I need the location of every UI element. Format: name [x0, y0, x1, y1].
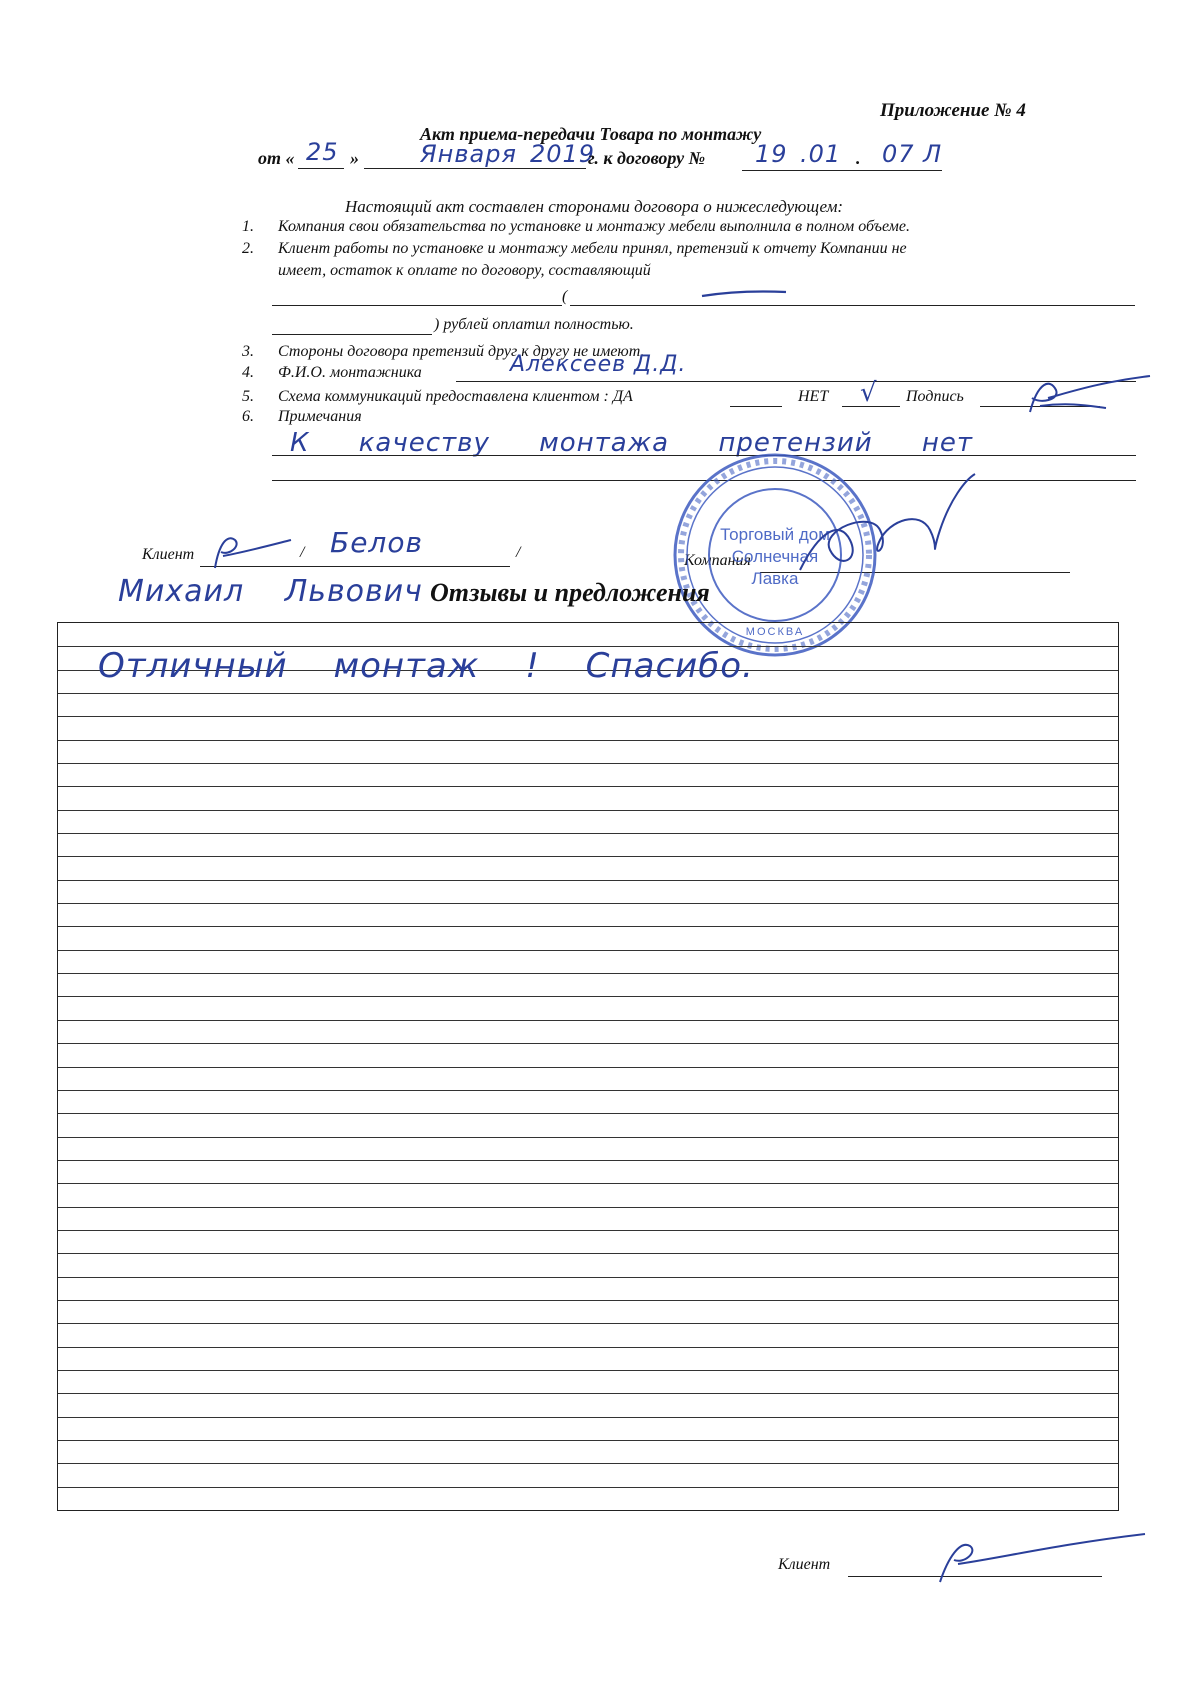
item-text-2-line2: имеет, остаток к оплате по договору, составляющий: [278, 262, 651, 279]
item-number-2: 2.: [242, 240, 254, 257]
feedback-row-line: [58, 1090, 1118, 1091]
item-text-3: Стороны договора претензий друг к другу не имеют.: [278, 343, 645, 360]
notes-handwritten: К качеству монтажа претензий нет: [290, 428, 974, 458]
item-text-4: Ф.И.О. монтажника: [278, 364, 422, 381]
client-slash-2: /: [516, 544, 521, 561]
item-number-5: 5.: [242, 388, 254, 405]
stamp-center-line1: Торговый дом: [720, 525, 830, 544]
contract-number-line: [742, 170, 942, 171]
scheme-signature-scribble: [1010, 372, 1160, 422]
date-month-value: Января: [420, 140, 517, 168]
feedback-row-line: [58, 1020, 1118, 1021]
date-year-line: [524, 168, 586, 169]
feedback-row-line: [58, 996, 1118, 997]
feedback-row-line: [58, 1253, 1118, 1254]
date-year-value: 2019: [530, 140, 596, 168]
feedback-row-line: [58, 1230, 1118, 1231]
feedback-row-line: [58, 1417, 1118, 1418]
feedback-row-line: [58, 810, 1118, 811]
amount-words-line2: [272, 334, 432, 335]
feedback-row-line: [58, 1160, 1118, 1161]
item-number-6: 6.: [242, 408, 254, 425]
item-number-3: 3.: [242, 343, 254, 360]
client-signature-scribble: [205, 530, 295, 574]
date-prefix: от «: [258, 148, 295, 168]
item-number-1: 1.: [242, 218, 254, 235]
feedback-row-line: [58, 716, 1118, 717]
feedback-row-line: [58, 903, 1118, 904]
client-label: Клиент: [142, 546, 195, 563]
feedback-row-line: [58, 1113, 1118, 1114]
date-day-line: [298, 168, 344, 169]
contract-number-part4: 07 Л: [882, 140, 943, 168]
feedback-row-line: [58, 1183, 1118, 1184]
date-day-value: 25: [306, 138, 339, 166]
no-checkmark: √: [860, 378, 878, 408]
amount-open-paren: (: [562, 288, 568, 305]
contract-number-part2: .01: [800, 140, 842, 168]
feedback-row-line: [58, 1393, 1118, 1394]
feedback-row-line: [58, 1487, 1118, 1488]
no-label: НЕТ: [798, 388, 829, 405]
feedback-row-line: [58, 1207, 1118, 1208]
feedback-row-line: [58, 1463, 1118, 1464]
feedback-row-line: [58, 1440, 1118, 1441]
signature-label: Подпись: [906, 388, 964, 405]
item-text-1: Компания свои обязательства по установке и монтажу мебели выполнила в полном объеме.: [278, 218, 910, 235]
client-slash-1: /: [300, 544, 305, 561]
client-given-name-handwritten: Михаил Львович: [118, 574, 423, 609]
item-text-6: Примечания: [278, 408, 362, 425]
feedback-row-line: [58, 856, 1118, 857]
no-line: [842, 406, 900, 407]
contract-prefix: г. к договору №: [588, 148, 706, 168]
feedback-row-line: [58, 740, 1118, 741]
item-text-2: Клиент работы по установке и монтажу мебели принял, претензий к отчету Компании не: [278, 240, 907, 257]
company-signature-scribble: [780, 470, 980, 590]
feedback-row-line: [58, 1300, 1118, 1301]
feedback-row-line: [58, 833, 1118, 834]
yes-line: [730, 406, 782, 407]
feedback-row-line: [58, 926, 1118, 927]
feedback-title: Отзывы и предложения: [430, 578, 710, 607]
date-month-line: [364, 168, 524, 169]
date-separator: »: [350, 148, 359, 168]
amount-paid-text: ) рублей оплатил полностью.: [434, 316, 634, 333]
contract-number-dot: .: [856, 148, 861, 168]
feedback-row-line: [58, 880, 1118, 881]
feedback-row-line: [58, 973, 1118, 974]
feedback-handwritten: Отличный монтаж ! Спасибо.: [98, 646, 754, 686]
feedback-row-line: [58, 1137, 1118, 1138]
feedback-row-line: [58, 1067, 1118, 1068]
amount-number-line: [272, 305, 562, 306]
feedback-row-line: [58, 950, 1118, 951]
feedback-row-line: [58, 763, 1118, 764]
feedback-row-line: [58, 786, 1118, 787]
footer-client-signature-scribble: [930, 1530, 1150, 1586]
intro-text: Настоящий акт составлен сторонами договора о нижеследующем:: [345, 197, 844, 216]
company-label: Компания: [684, 552, 751, 569]
document-title: Акт приема-передачи Товара по монтажу: [420, 124, 762, 144]
appendix-label: Приложение № 4: [880, 100, 1026, 121]
feedback-row-line: [58, 1370, 1118, 1371]
footer-client-label: Клиент: [778, 1556, 831, 1573]
feedback-row-line: [58, 1323, 1118, 1324]
stamp-center-line2: Солнечная Лавка: [731, 547, 819, 588]
feedback-row-line: [58, 1277, 1118, 1278]
feedback-row-line: [58, 693, 1118, 694]
client-surname-handwritten: Белов: [330, 526, 423, 559]
feedback-row-line: [58, 1347, 1118, 1348]
amount-words-line: [570, 305, 1135, 306]
stamp-city: МОСКВА: [745, 626, 805, 638]
feedback-table: [57, 622, 1119, 1511]
item-text-5: Схема коммуникаций предоставлена клиентом : ДА: [278, 388, 633, 405]
feedback-row-line: [58, 1043, 1118, 1044]
item-number-4: 4.: [242, 364, 254, 381]
contract-number-part1: 19: [755, 140, 788, 168]
dash-mark-scribble: [700, 288, 790, 300]
installer-name-handwritten: Алексеев Д.Д.: [510, 352, 687, 377]
